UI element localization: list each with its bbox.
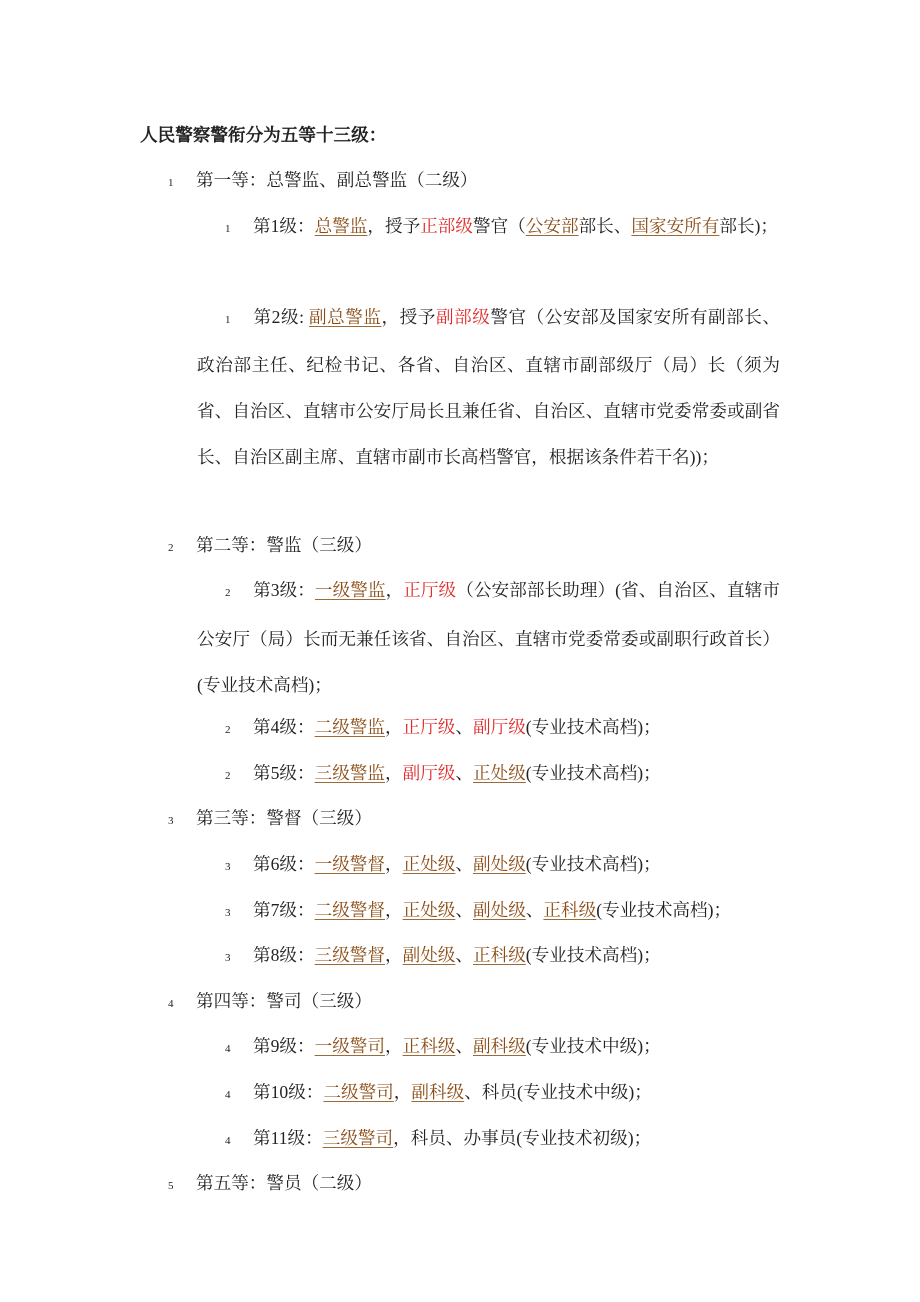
term-link[interactable]: 正科级 (402, 1036, 456, 1057)
term-link[interactable]: 正科级 (473, 945, 526, 966)
document-title: 人民警察警衔分为五等十三级： (140, 125, 387, 145)
text-segment: (专业技术中级)； (525, 1036, 661, 1057)
highlighted-term: 正厅级 (403, 580, 457, 601)
list-number: 1 (168, 177, 174, 189)
term-link[interactable]: 正处级 (402, 854, 456, 874)
list-number: 3 (225, 906, 231, 919)
text-segment: 第5级： (253, 762, 315, 783)
rank-grade-item (168, 796, 780, 845)
term-link[interactable]: 一级警监 (314, 580, 386, 601)
term-link[interactable]: 副总警监 (308, 306, 382, 327)
list-number: 4 (225, 1089, 231, 1101)
list-number: 4 (168, 997, 174, 1010)
text-segment: (专业技术高档)； (525, 945, 661, 966)
text-segment: (专业技术高档)； (525, 854, 661, 874)
term-link[interactable]: 一级警司 (314, 1036, 385, 1057)
term-link[interactable]: 一级警督 (314, 854, 385, 874)
list-number: 5 (168, 1180, 174, 1193)
text-segment: ， (384, 899, 403, 920)
list-number: 4 (225, 1134, 231, 1147)
list-number: 2 (168, 541, 174, 554)
rank-level-item (197, 1070, 780, 1119)
text-segment: ，授予 (381, 306, 436, 327)
rank-level-item (197, 1116, 780, 1165)
term-link[interactable]: 副科级 (411, 1082, 465, 1102)
text-segment: 第11级： (253, 1127, 323, 1148)
highlighted-term: 正部级 (420, 215, 473, 236)
text-segment: ，授予 (367, 215, 421, 236)
text-segment: ， (385, 580, 404, 601)
rank-grade-item (168, 523, 780, 572)
text-segment: 、 (455, 945, 473, 966)
term-link[interactable]: 公安部 (525, 215, 579, 236)
text-segment: 第四等：警司（三级） (196, 990, 372, 1011)
text-segment: 第二等：警监（三级） (196, 534, 372, 555)
text-segment: ， (384, 945, 403, 966)
highlighted-term: 副部级 (435, 306, 491, 327)
text-segment: 、科员(专业技术中级)； (464, 1082, 652, 1102)
text-segment: ， (384, 854, 403, 874)
text-segment: (专业技术高档)； (525, 717, 661, 738)
rank-grade-item (168, 1161, 780, 1210)
text-segment: 第1级： (253, 215, 315, 236)
text-segment: 第8级： (253, 945, 315, 966)
list-number: 2 (225, 587, 231, 600)
list-number: 1 (225, 313, 231, 326)
term-link[interactable]: 副处级 (473, 854, 526, 874)
list-number: 1 (225, 222, 231, 235)
text-segment: ， (384, 717, 403, 738)
text-segment: ， (393, 1082, 412, 1102)
rank-level-item (197, 705, 780, 754)
rank-level-item (197, 933, 780, 982)
text-segment: 第4级： (253, 717, 315, 738)
term-link[interactable]: 总警监 (314, 215, 368, 236)
term-link[interactable]: 三级警督 (314, 945, 385, 966)
rank-level-item (197, 295, 780, 480)
term-link[interactable]: 正处级 (473, 762, 526, 783)
list-number: 3 (225, 952, 231, 965)
term-link[interactable]: 二级警督 (314, 899, 385, 920)
text-segment: 、 (455, 854, 473, 874)
list-number: 2 (225, 769, 231, 782)
rank-level-item (197, 568, 780, 708)
term-link[interactable]: 副处级 (473, 899, 526, 920)
text-segment: ，科员、办事员(专业技术初级)； (393, 1127, 652, 1148)
term-link[interactable]: 二级警司 (323, 1082, 394, 1102)
rank-level-item (197, 204, 780, 253)
highlighted-term: 正厅级 (402, 717, 456, 738)
list-number: 2 (225, 724, 231, 737)
text-segment: 部长、 (578, 215, 632, 236)
rank-grade-item (168, 979, 780, 1028)
rank-grade-item (168, 158, 780, 207)
term-link[interactable]: 国家安所有 (631, 215, 720, 236)
text-segment: 、 (455, 762, 473, 783)
rank-level-item (197, 1024, 780, 1073)
text-segment: (专业技术高档)； (596, 899, 732, 920)
text-segment: 部长)； (719, 215, 778, 236)
text-segment: 、 (455, 899, 473, 920)
highlighted-term: 副厅级 (402, 762, 456, 783)
term-link[interactable]: 副科级 (473, 1036, 526, 1057)
text-segment: 、 (455, 717, 473, 738)
term-link[interactable]: 二级警监 (314, 717, 385, 738)
text-segment: 第9级： (253, 1036, 315, 1057)
text-segment: ， (384, 1036, 403, 1057)
text-segment: 、 (455, 1036, 473, 1057)
text-segment: 警官（公安部及国家安所有副部长、政治部主任、纪检书记、各省、自治区、直辖市副部级厅（局）长（须为省、自治区、直辖市公安厅局长且兼任省、自治区、直辖市党委常委或副省长、自治区副主席、直辖市副市长高档警官，根据该条件若干名))； (197, 306, 780, 467)
text-segment: 、 (525, 899, 544, 920)
text-segment: 第2级: (253, 306, 309, 327)
highlighted-term: 副厅级 (473, 717, 526, 738)
text-segment: (专业技术高档)； (525, 762, 661, 783)
list-number: 3 (168, 815, 174, 828)
text-segment: 第三等：警督（三级） (196, 808, 372, 829)
text-segment: 第五等：警员（二级） (196, 1173, 372, 1194)
text-segment: ， (384, 762, 403, 783)
list-number: 3 (225, 861, 231, 873)
text-segment: 第一等：总警监、副总警监（二级） (196, 170, 478, 190)
rank-level-item (197, 888, 780, 937)
term-link[interactable]: 三级警司 (322, 1127, 394, 1148)
text-segment: 第7级： (253, 899, 315, 920)
term-link[interactable]: 正处级 (402, 899, 456, 920)
text-segment: 第6级： (253, 854, 315, 874)
term-link[interactable]: 正科级 (543, 899, 597, 920)
rank-level-item (197, 842, 780, 891)
text-segment: （公安部部长助理）(省、自治区、直辖市公安厅（局）长而无兼任该省、自治区、直辖市党委常委或副职行政首长）(专业技术高档)； (197, 580, 780, 695)
list-number: 4 (225, 1043, 231, 1056)
text-segment: 第3级： (253, 580, 315, 601)
text-segment: 警官（ (472, 215, 526, 236)
term-link[interactable]: 三级警监 (314, 762, 385, 783)
rank-level-item (197, 751, 780, 800)
term-link[interactable]: 副处级 (402, 945, 456, 966)
text-segment: 第10级： (253, 1082, 324, 1102)
